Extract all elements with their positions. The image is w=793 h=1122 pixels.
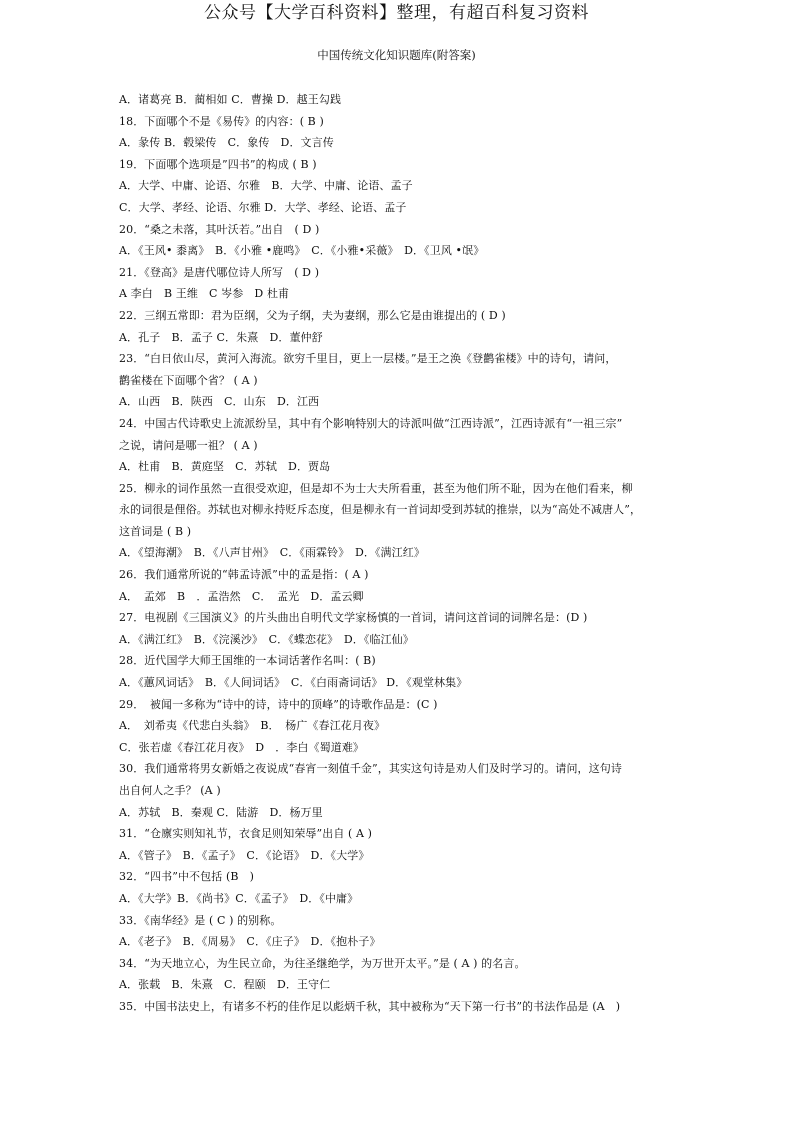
answer-options: A．彖传 B．毂梁传 C．象传 D．文言传 [119, 136, 334, 150]
answer-options: A．张载 B．朱熹 C．程颐 D．王守仁 [119, 978, 331, 992]
answer-options: A． 孟郊 B ．孟浩然 C． 孟光 D．孟云卿 [119, 589, 364, 603]
question-30-continued: 出自何人之手？ (A ) [119, 784, 221, 797]
question-25-continued: 永的词很是俚俗。苏轼也对柳永持贬斥态度，但是柳永有一首词却受到苏轼的推崇，以为“高处不减唐人”， [119, 503, 642, 517]
answer-options: A．《老子》 B．《周易》 C．《庄子》 D．《抱朴子》 [119, 935, 381, 949]
answer-options: A．《大学》B．《尚书》C．《孟子》 D．《中庸》 [119, 891, 359, 905]
answer-options: A．《蕙风词话》 B．《人间词话》 C．《白雨斋词话》 D．《观堂林集》 [119, 676, 468, 690]
question-26: 26．我们通常所说的“韩孟诗派”中的孟是指：( A ) [119, 568, 369, 582]
answer-options: A．《王风• 黍离》 B．《小雅 •鹿鸣》 C．《小雅•采薇》 D．《卫风 •氓》 [119, 244, 485, 258]
answer-options: A． 刘希夷《代悲白头翁》 B． 杨广《春江花月夜》 [119, 719, 386, 733]
page-header-banner: 公众号【大学百科资料】整理，有超百科复习资料 [204, 3, 589, 23]
answer-options: A．《管子》 B．《孟子》 C．《论语》 D．《大学》 [119, 848, 370, 862]
answer-options: A．山西 B．陕西 C．山东 D．江西 [119, 395, 320, 409]
question-list [119, 89, 679, 1018]
question-22: 22．三纲五常即：君为臣纲，父为子纲，夫为妻纲，那么它是由谁提出的 ( D ) [119, 308, 506, 322]
question-35: 35．中国书法史上，有诸多不朽的佳作足以彪炳千秋，其中被称为“天下第一行书”的书法作品是 (A ) [119, 999, 621, 1013]
question-23: 23．“白日依山尽，黄河入海流。欲穷千里目，更上一层楼。”是王之涣《登鹳雀楼》中的诗句，请问， [119, 352, 617, 366]
question-20: 20．“桑之未落，其叶沃若。”出自 ( D ) [119, 222, 320, 236]
question-34: 34．“为天地立心，为生民立命，为往圣继绝学，为万世开太平。”是 ( A ) 的名言。 [119, 956, 526, 970]
answer-options: A．诸葛亮 B．蔺相如 C．曹操 D．越王勾践 [119, 93, 342, 106]
answer-options: A 李白 B 王维 C 岑参 D 杜甫 [119, 287, 290, 301]
question-19: 19．下面哪个选项是”四书”的构成 ( B ) [119, 157, 317, 171]
answer-options: A．《望海潮》 B．《八声甘州》 C．《雨霖铃》 D．《满江红》 [119, 546, 425, 560]
question-32: 32．“四书”中不包括 (B ) [119, 870, 255, 884]
answer-options: A．苏轼 B．秦观 C．陆游 D．杨万里 [119, 805, 323, 819]
question-31: 31．“仓廪实则知礼节，衣食足则知荣辱”出自 ( A ) [119, 827, 373, 841]
document-title: 中国传统文化知识题库(附答案) [317, 48, 476, 62]
answer-options: C．大学、孝经、论语、尔雅 D．大学、孝经、论语、孟子 [119, 200, 407, 214]
question-29: 29． 被闻一多称为“诗中的诗，诗中的顶峰”的诗歌作品是：(C ) [119, 697, 438, 711]
answer-options: C．张若虚《春江花月夜》 D ．李白《蜀道难》 [119, 740, 365, 754]
question-23-continued: 鹳雀楼在下面哪个省？ ( A ) [119, 373, 258, 387]
question-24: 24．中国古代诗歌史上流派纷呈，其中有个影响特别大的诗派叫做“江西诗派”，江西诗派有“一祖三宗” [119, 416, 623, 430]
question-24-continued: 之说，请问是哪一祖？ ( A ) [119, 438, 258, 452]
question-27: 27．电视剧《三国演义》的片头曲出自明代文学家杨慎的一首词，请问这首词的词牌名是：(D ) [119, 611, 588, 625]
question-18: 18．下面哪个不是《易传》的内容：( B ) [119, 114, 324, 128]
question-30: 30．我们通常将男女新婚之夜说成“春宵一刻值千金”，其实这句诗是劝人们及时学习的。请问，这句诗 [119, 762, 622, 776]
answer-options: A．孔子 B．孟子 C．朱熹 D．董仲舒 [119, 330, 323, 344]
question-25: 25．柳永的词作虽然一直很受欢迎，但是却不为士大夫所看重，甚至为他们所不耻，因为在他们看来，柳 [119, 481, 633, 495]
question-33: 33．《南华经》是 ( C ) 的别称。 [119, 913, 282, 927]
answer-options: A．杜甫 B．黄庭坚 C．苏轼 D．贾岛 [119, 460, 331, 474]
question-25-continued: 这首词是 ( B ) [119, 524, 192, 538]
answer-options: A．《满江红》 B．《浣溪沙》 C．《蝶恋花》 D．《临江仙》 [119, 632, 414, 646]
question-21: 21．《登高》是唐代哪位诗人所写 ( D ) [119, 265, 320, 279]
question-28: 28．近代国学大师王国维的一本词话著作名叫：( B) [119, 654, 376, 668]
answer-options: A．大学、中庸、论语、尔雅 B．大学、中庸、论语、孟子 [119, 179, 413, 193]
